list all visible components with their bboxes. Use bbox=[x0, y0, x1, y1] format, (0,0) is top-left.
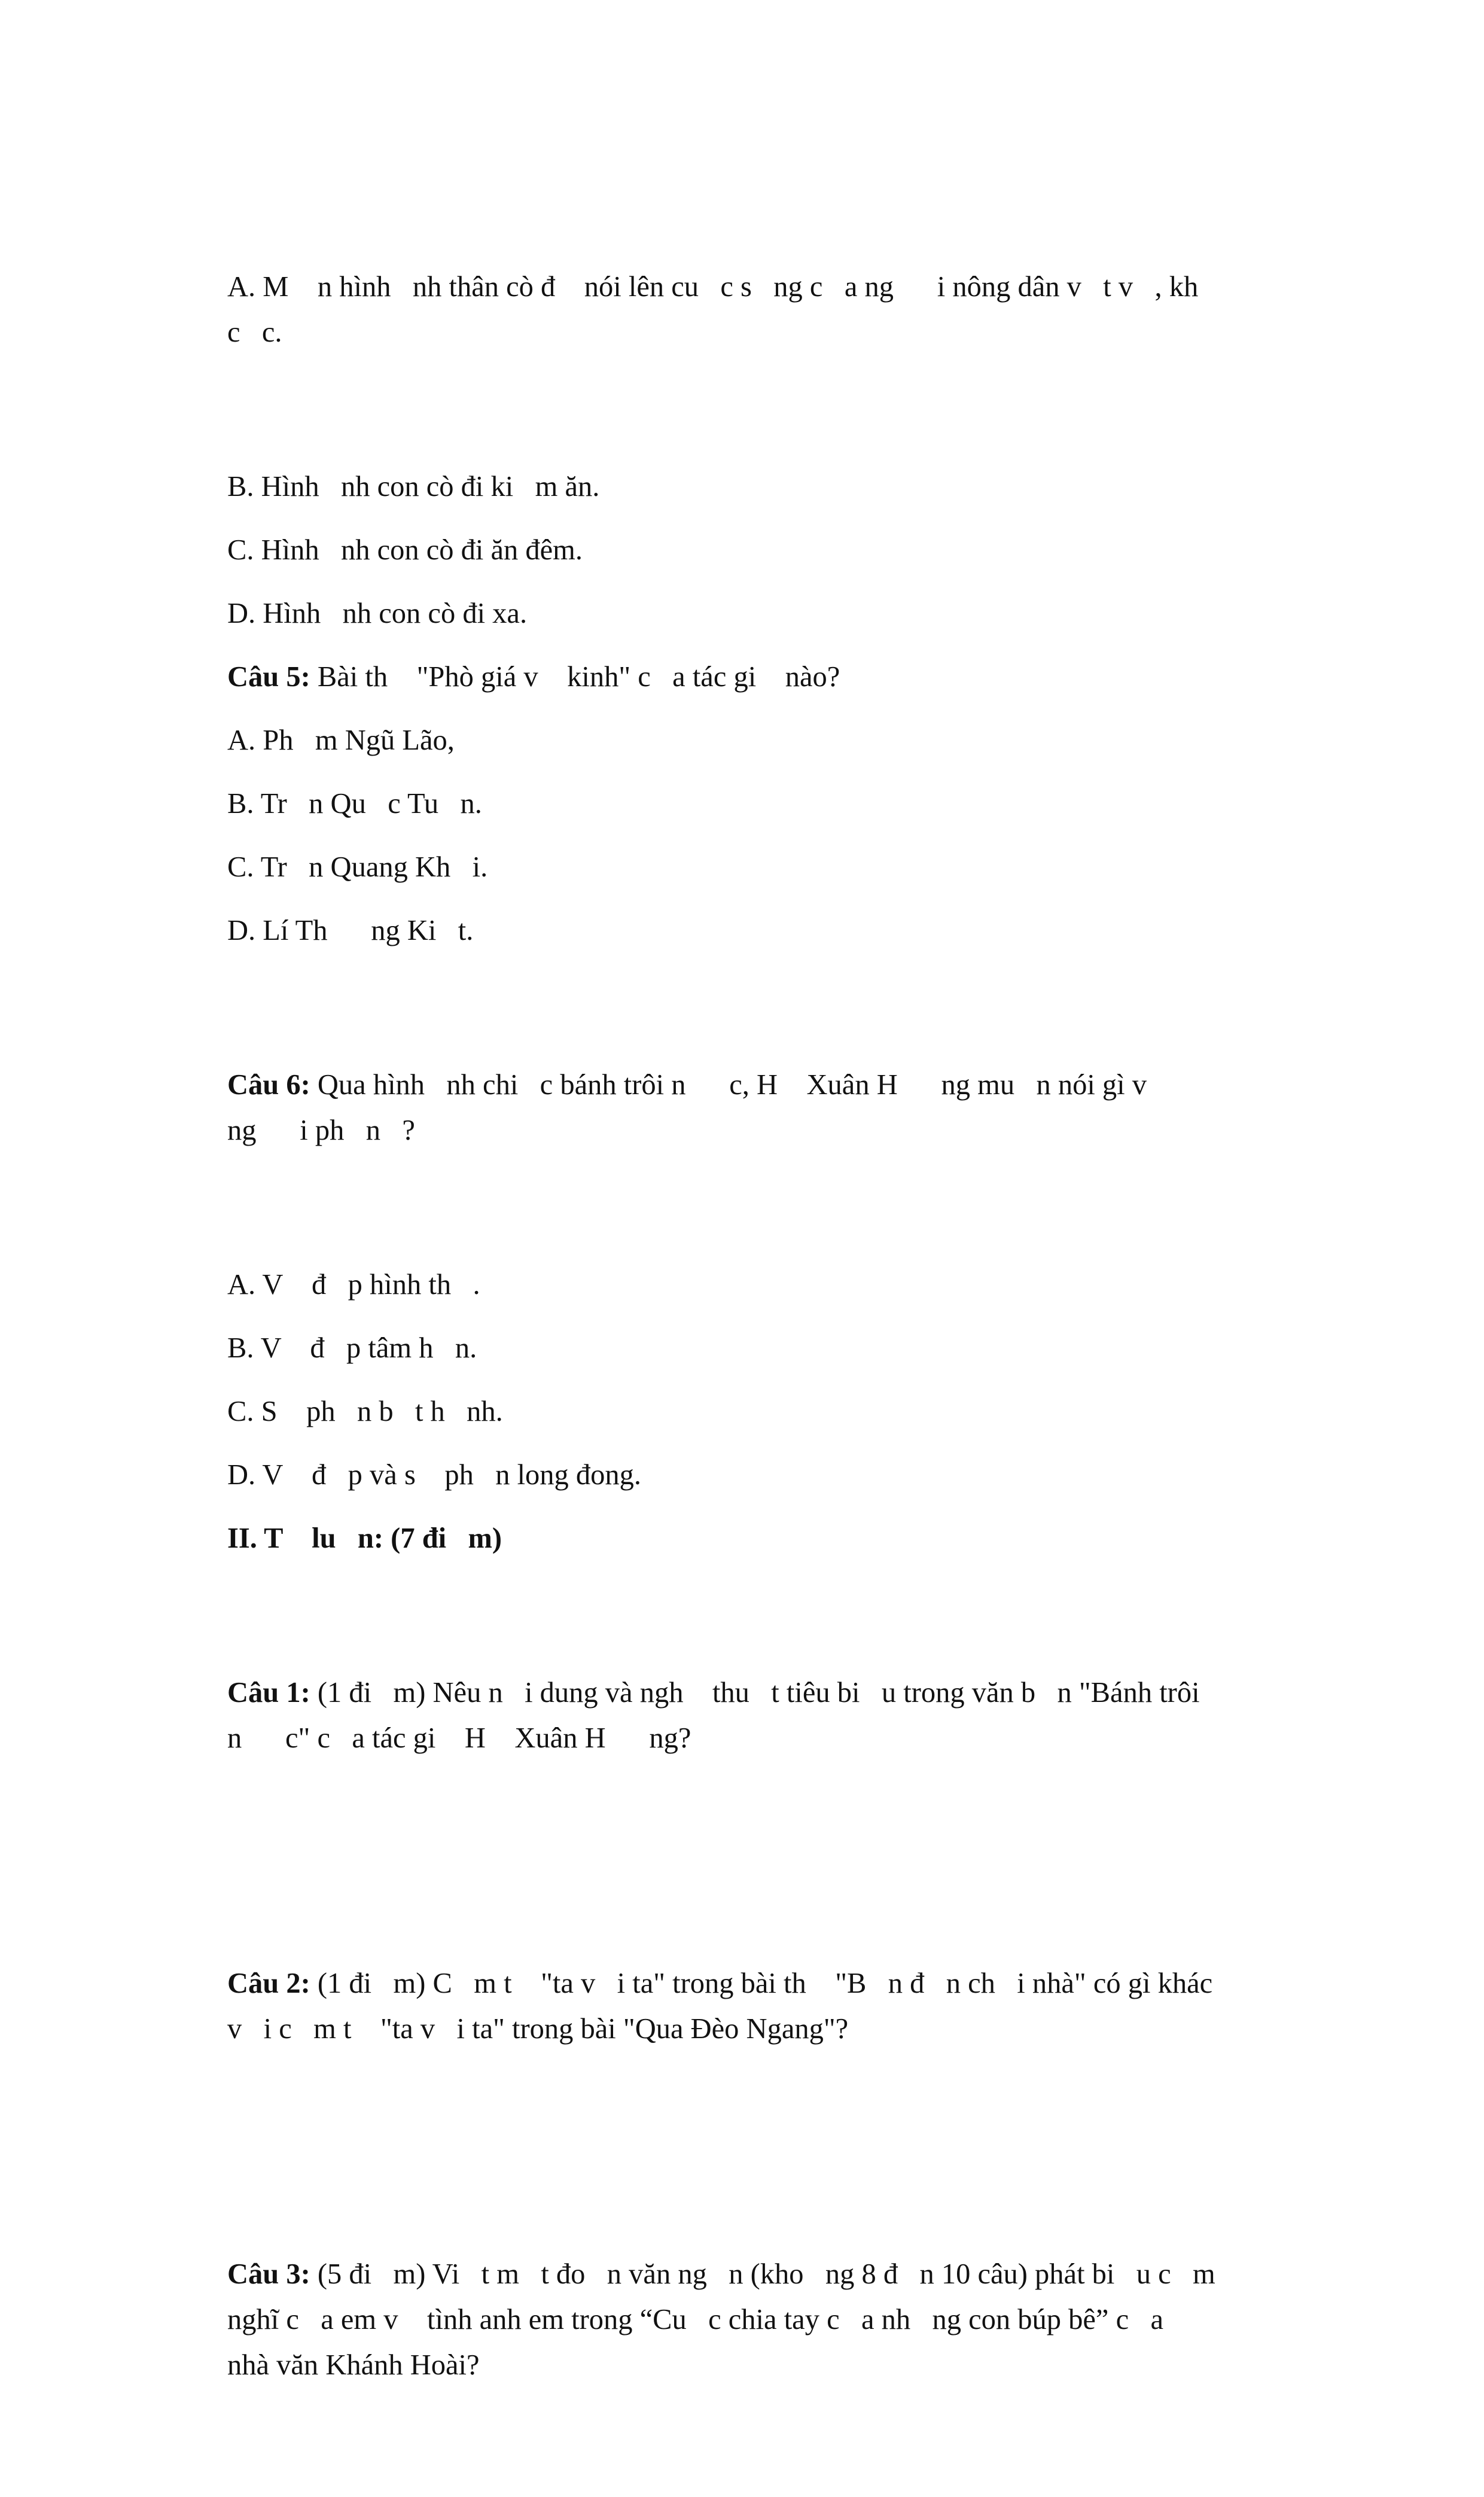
section-2-title: II. T lu n: (7 đi m) bbox=[227, 1522, 502, 1554]
essay-q3-text-line3: nhà văn Khánh Hoài? bbox=[227, 2349, 480, 2381]
q6-option-d: D. V đ p và s ph n long đong. bbox=[227, 1459, 642, 1491]
q6-label: Câu 6: bbox=[227, 1069, 310, 1101]
document-page bbox=[227, 173, 1280, 2497]
q5-option-a: A. Ph m Ngũ Lão, bbox=[227, 724, 455, 756]
essay-q1-label: Câu 1: bbox=[227, 1677, 310, 1709]
q4-option-a bbox=[227, 173, 1280, 446]
essay-q1-text-line2: n c" c a tác gi H Xuân H ng? bbox=[227, 1722, 691, 1754]
q6-option-a: A. V đ p hình th . bbox=[227, 1269, 480, 1301]
essay-q3-text-line1: (5 đi m) Vi t m t đo n văn ng n (kho ng 8 đ n 10 câu) phát bi u c m bbox=[310, 2258, 1215, 2290]
essay-q2-text-line1: (1 đi m) C m t "ta v i ta" trong bài th "B n đ n ch i nhà" có gì khác bbox=[310, 1968, 1213, 1999]
essay-q2-label: Câu 2: bbox=[227, 1968, 310, 1999]
q4-option-c: C. Hình nh con cò đi ăn đêm. bbox=[227, 534, 583, 566]
q5-option-c: C. Tr n Quang Kh i. bbox=[227, 851, 488, 883]
q4-option-d: D. Hình nh con cò đi xa. bbox=[227, 598, 528, 629]
essay-q1-line1 bbox=[227, 1670, 1280, 1716]
q5-question bbox=[227, 654, 1280, 700]
q4-option-a-line1: A. M n hình nh thân cò đ nói lên cu c s ng c a ng i nông dân v t v , kh bbox=[227, 271, 1199, 303]
essay-q3-line1 bbox=[227, 2252, 1280, 2297]
q5-text: Bài th "Phò giá v kinh" c a tác gi nào? bbox=[310, 661, 840, 693]
essay-q1 bbox=[227, 1579, 1280, 1852]
essay-q3 bbox=[227, 2161, 1280, 2479]
essay-q2 bbox=[227, 1870, 1280, 2143]
essay-q3-text-line2: nghĩ c a em v tình anh em trong “Cu c chia tay c a nh ng con búp bê” c a bbox=[227, 2304, 1164, 2335]
q5-option-b: B. Tr n Qu c Tu n. bbox=[227, 788, 482, 820]
q5-label: Câu 5: bbox=[227, 661, 310, 693]
essay-q2-line1 bbox=[227, 1961, 1280, 2006]
q6-option-b: B. V đ p tâm h n. bbox=[227, 1332, 477, 1364]
q6-option-c: C. S ph n b t h nh. bbox=[227, 1396, 503, 1427]
q6-text-line1: Qua hình nh chi c bánh trôi n c, H Xuân H ng mu n nói gì v bbox=[310, 1069, 1147, 1101]
q6-question bbox=[227, 972, 1280, 1244]
q6-text-line2: ng i ph n ? bbox=[227, 1114, 415, 1146]
essay-q3-label: Câu 3: bbox=[227, 2258, 310, 2290]
q5-option-d: D. Lí Th ng Ki t. bbox=[227, 915, 474, 946]
q4-option-a-line2: c c. bbox=[227, 316, 282, 348]
essay-q2-text-line2: v i c m t "ta v i ta" trong bài "Qua Đèo Ngang"? bbox=[227, 2013, 849, 2045]
essay-q1-text-line1: (1 đi m) Nêu n i dung và ngh thu t tiêu bi u trong văn b n "Bánh trôi bbox=[310, 1677, 1200, 1709]
q4-option-b: B. Hình nh con cò đi ki m ăn. bbox=[227, 471, 600, 503]
q6-line1 bbox=[227, 1062, 1280, 1108]
